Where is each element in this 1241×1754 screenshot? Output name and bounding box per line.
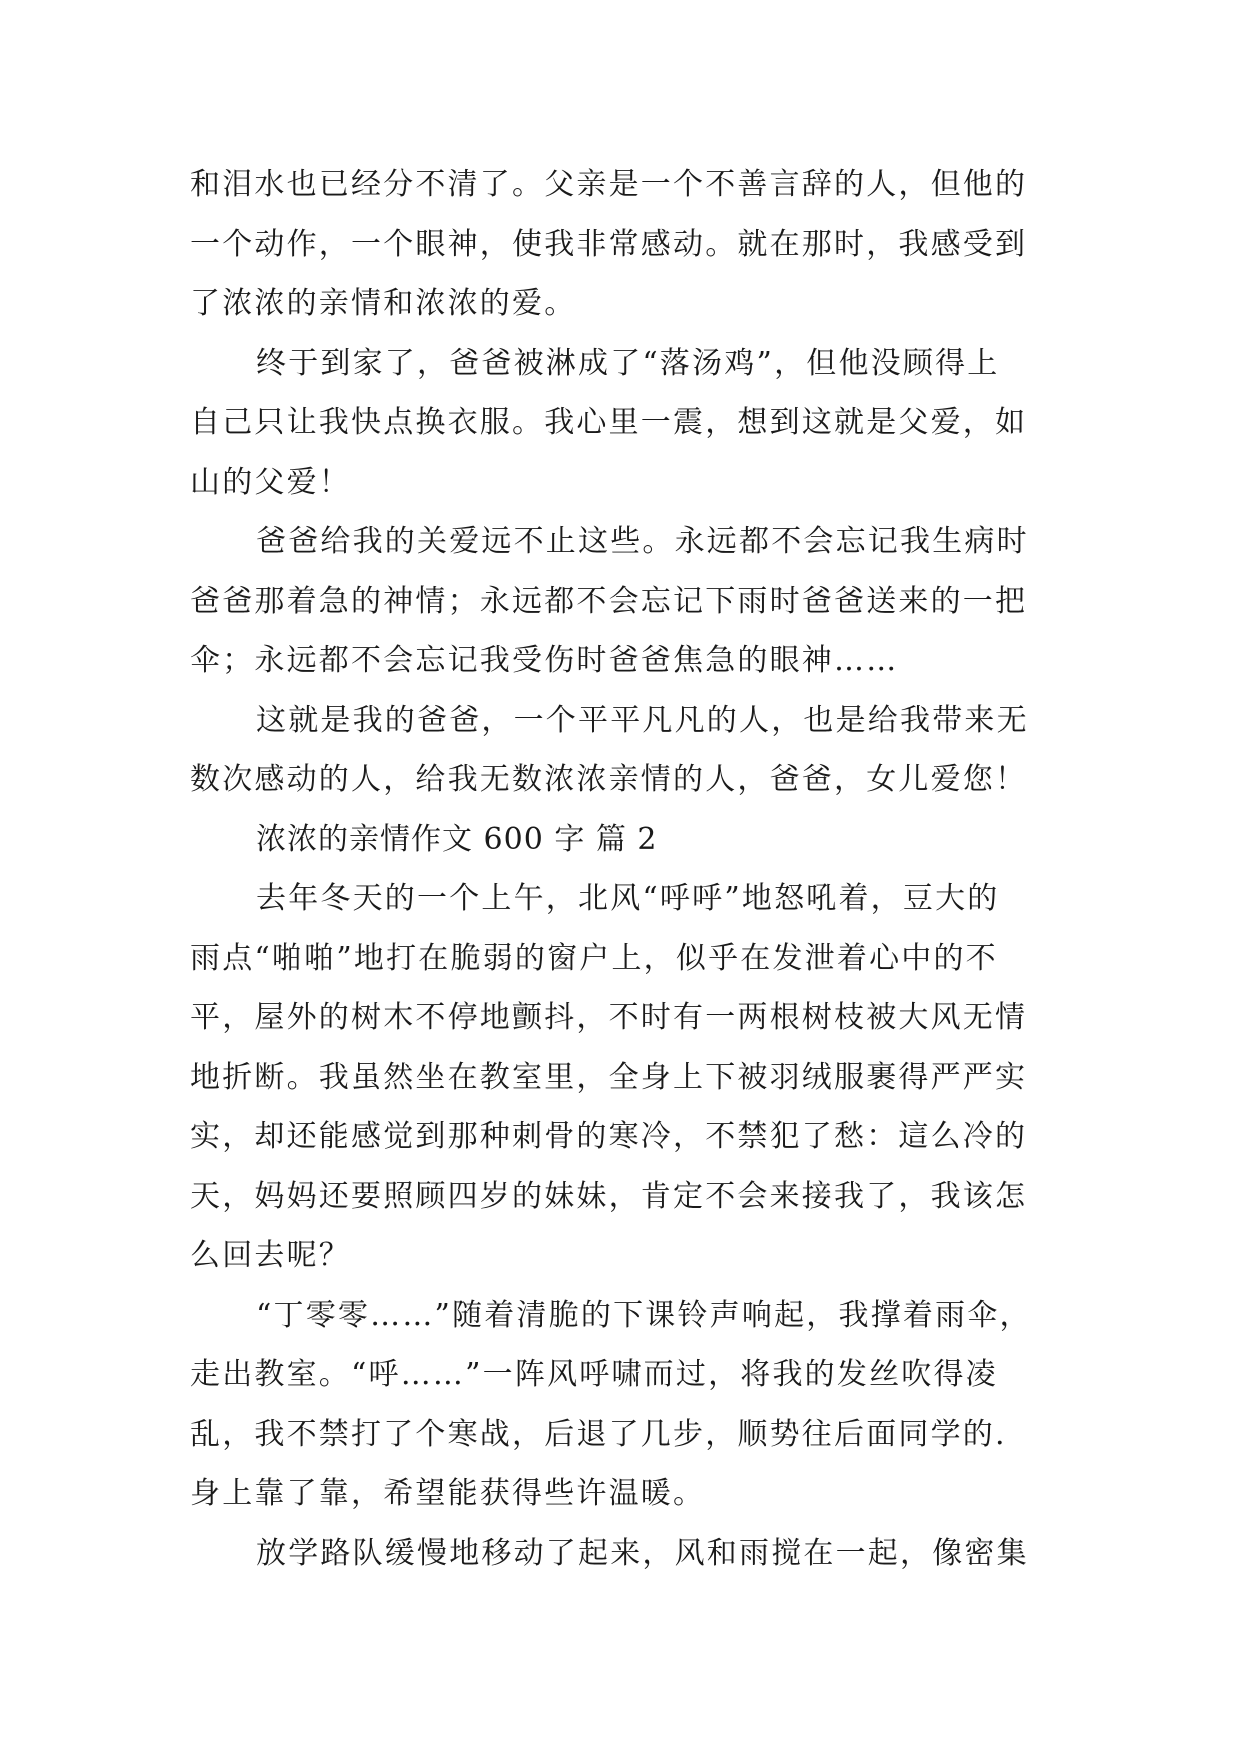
text-line: 乱，我不禁打了个寒战，后退了几步，顺势往后面同学的. <box>190 1416 1007 1452</box>
text-line: 数次感动的人，给我无数浓浓亲情的人，爸爸，女儿爱您！ <box>190 762 1028 797</box>
text-line: 天，妈妈还要照顾四岁的妹妹，肯定不会来接我了，我该怎 <box>190 1178 1028 1214</box>
text-line: 山的父爱！ <box>190 464 351 500</box>
text-line: 自己只让我快点换衣服。我心里一震，想到这就是父爱，如 <box>190 405 1028 440</box>
text-line: 身上靠了靠，希望能获得些许温暖。 <box>190 1476 706 1511</box>
essay-body <box>190 155 1055 1583</box>
text-line: 和泪水也已经分不清了。父亲是一个不善言辞的人，但他的 <box>190 167 1028 202</box>
text-line: 平，屋外的树木不停地颤抖，不时有一两根树枝被大风无情 <box>190 1000 1028 1035</box>
paragraph-start-line: 爸爸给我的关爱远不止这些。永远都不会忘记我生病时 <box>256 524 1029 559</box>
text-line: 实，却还能感觉到那种刺骨的寒冷，不禁犯了愁：這么冷的 <box>190 1119 1028 1154</box>
paragraph-start-line: 去年冬天的一个上午，北风“呼呼”地怒吼着，豆大的 <box>256 881 1000 916</box>
text-line: 伞；永远都不会忘记我受伤时爸爸焦急的眼神…… <box>190 643 899 678</box>
paragraph-start-line: 放学路队缓慢地移动了起来，风和雨搅在一起，像密集 <box>256 1535 1029 1571</box>
text-line: 地折断。我虽然坐在教室里，全身上下被羽绒服裹得严严实 <box>190 1059 1028 1095</box>
paragraph-start-line: 终于到家了，爸爸被淋成了“落汤鸡”，但他没顾得上 <box>256 345 1000 381</box>
section-heading: 浓浓的亲情作文 600 字 篇 2 <box>256 821 658 857</box>
text-line: 了浓浓的亲情和浓浓的爱。 <box>190 286 577 321</box>
paragraph-start-line: “丁零零……”随着清脆的下课铃声响起，我撑着雨伞， <box>256 1297 1032 1333</box>
text-line: 么回去呢？ <box>190 1238 351 1273</box>
text-line: 一个动作，一个眼神，使我非常感动。就在那时，我感受到 <box>190 226 1028 262</box>
text-line: 走出教室。“呼……”一阵风呼啸而过，将我的发丝吹得凌 <box>190 1357 998 1392</box>
paragraph-start-line: 这就是我的爸爸，一个平平凡凡的人，也是给我带来无 <box>256 702 1029 738</box>
text-line: 雨点“啪啪”地打在脆弱的窗户上，似乎在发泄着心中的不 <box>190 940 998 976</box>
text-line: 爸爸那着急的神情；永远都不会忘记下雨时爸爸送来的一把 <box>190 583 1028 619</box>
